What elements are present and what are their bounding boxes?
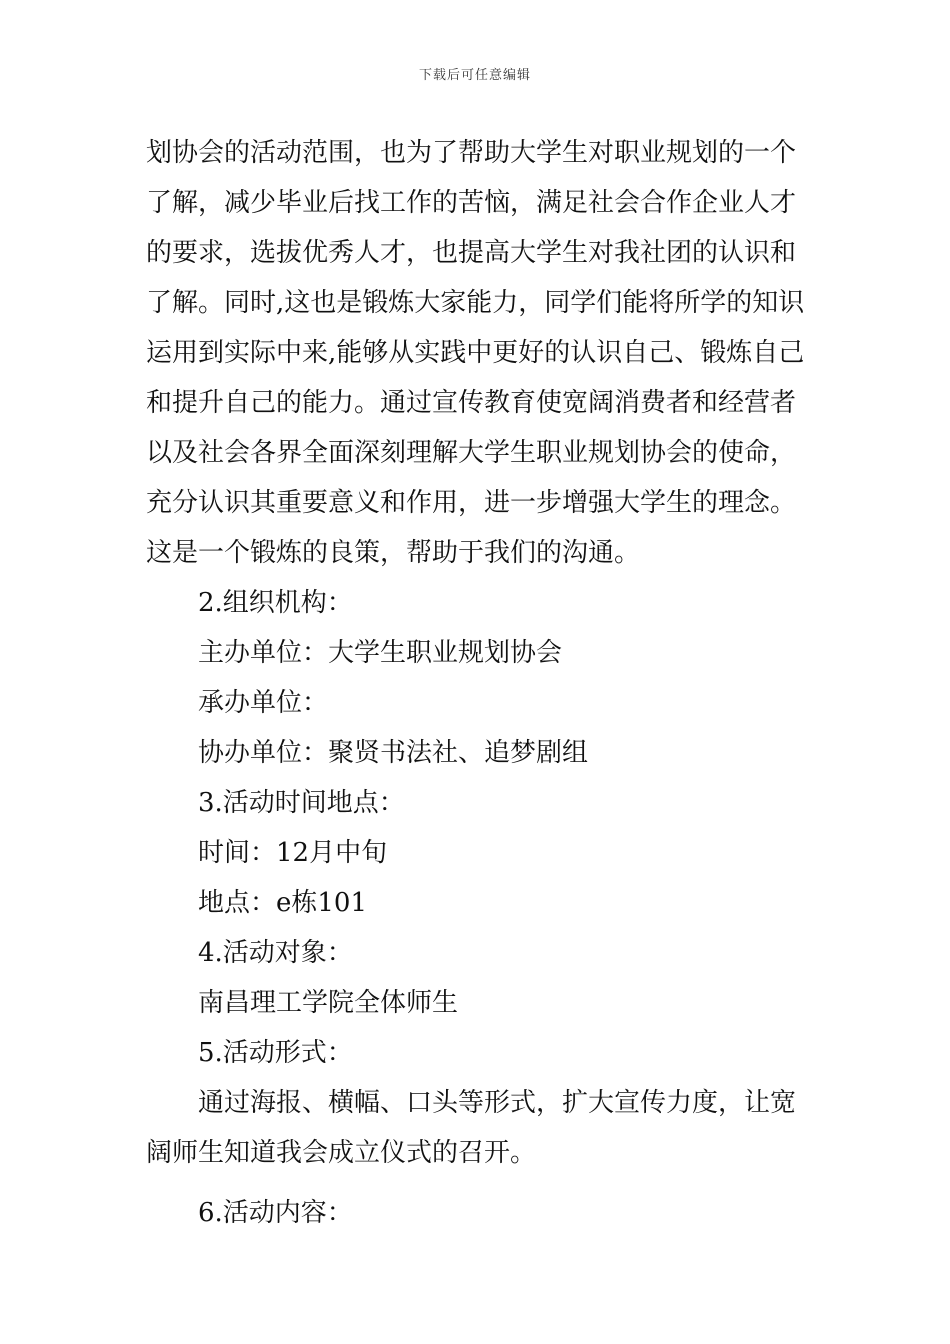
- paragraph-line: 阔师生知道我会成立仪式的召开。: [146, 1138, 537, 1168]
- paragraph-line: 了解，减少毕业后找工作的苦恼，满足社会合作企业人才: [146, 188, 797, 218]
- section-3-heading: 3.活动时间地点：: [198, 788, 405, 818]
- paragraph-line: 通过海报、横幅、口头等形式，扩大宣传力度，让宽: [198, 1088, 797, 1118]
- section-2-heading: 2.组织机构：: [198, 588, 353, 618]
- paragraph-line: 充分认识其重要意义和作用，进一步增强大学生的理念。: [146, 488, 797, 518]
- paragraph-line: 划协会的活动范围，也为了帮助大学生对职业规划的一个: [146, 138, 797, 168]
- undertaker-line: 承办单位：: [198, 688, 329, 718]
- organizer-line: 主办单位：大学生职业规划协会: [198, 638, 563, 668]
- co-organizer-line: 协办单位：聚贤书法社、追梦剧组: [198, 738, 589, 768]
- paragraph-line: 和提升自己的能力。通过宣传教育使宽阔消费者和经营者: [146, 388, 797, 418]
- section-5-heading: 5.活动形式：: [198, 1038, 353, 1068]
- document-body: [146, 128, 806, 1238]
- form-paragraph: [146, 1078, 806, 1178]
- section-4-heading: 4.活动对象：: [198, 938, 353, 968]
- spacer: [146, 1178, 806, 1188]
- paragraph-line: 这是一个锻炼的良策，帮助于我们的沟通。: [146, 538, 641, 568]
- section-6-heading: 6.活动内容：: [198, 1198, 353, 1228]
- paragraph-line: 以及社会各界全面深刻理解大学生职业规划协会的使命，: [146, 438, 797, 468]
- audience-line: 南昌理工学院全体师生: [198, 988, 459, 1018]
- paragraph-line: 运用到实际中来,能够从实践中更好的认识自己、锻炼自己: [146, 338, 805, 368]
- place-line: 地点：e栋101: [198, 888, 368, 918]
- paragraph-line: 的要求，选拔优秀人才，也提高大学生对我社团的认识和: [146, 238, 797, 268]
- intro-paragraph: [146, 128, 806, 578]
- paragraph-line: 了解。同时,这也是锻炼大家能力，同学们能将所学的知识: [146, 288, 805, 318]
- page-header-note: 下载后可任意编辑: [418, 68, 531, 83]
- time-line: 时间：12月中旬: [198, 838, 388, 868]
